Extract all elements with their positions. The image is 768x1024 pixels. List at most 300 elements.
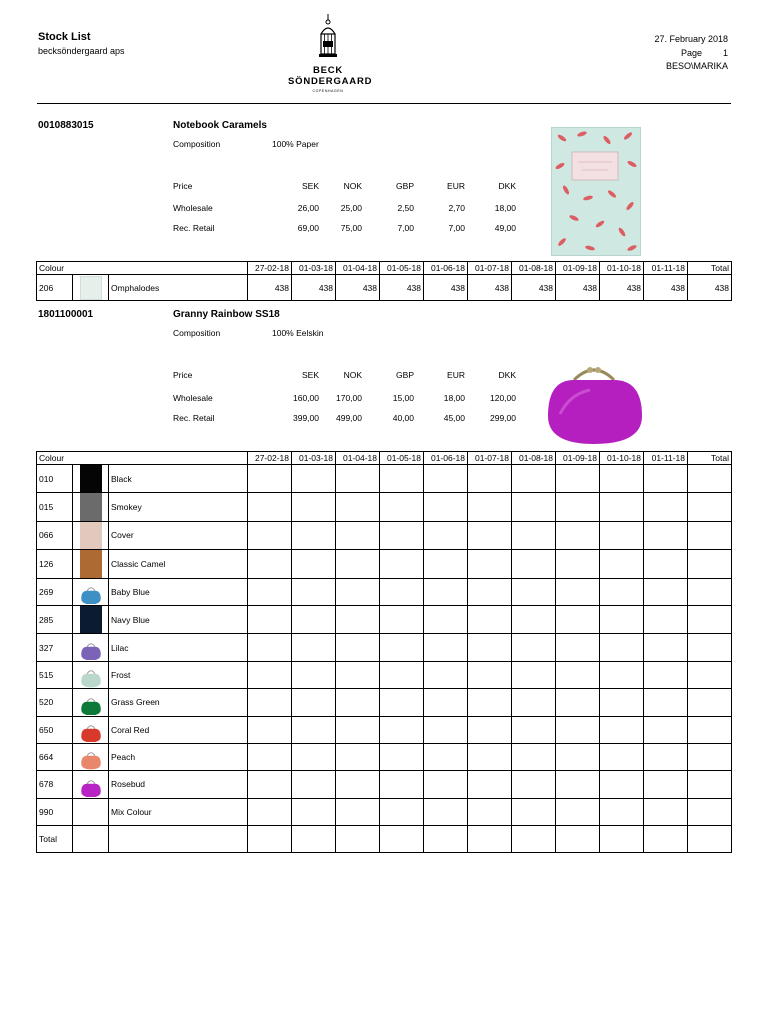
product-number: 0010883015 <box>38 120 94 131</box>
currency-header: NOK <box>343 370 362 380</box>
colour-name: Rosebud <box>109 771 248 798</box>
table-row <box>37 521 732 549</box>
quantity-cell: 438 <box>424 275 468 301</box>
quantity-cell <box>644 634 688 661</box>
currency-header: SEK <box>301 181 319 191</box>
quantity-cell <box>468 465 512 493</box>
quantity-cell: 438 <box>248 275 292 301</box>
wholesale-label: Wholesale <box>173 393 213 403</box>
quantity-cell <box>292 743 336 770</box>
date-column-header: 01-07-18 <box>468 262 512 275</box>
colour-name: Smokey <box>109 493 248 521</box>
quantity-cell <box>424 493 468 521</box>
quantity-cell: 438 <box>644 275 688 301</box>
row-total-cell <box>688 493 732 521</box>
date-column-header: 01-04-18 <box>336 262 380 275</box>
quantity-cell <box>600 605 644 633</box>
quantity-cell <box>600 634 644 661</box>
colour-swatch-cell <box>73 275 109 301</box>
date-column-header: 01-11-18 <box>644 262 688 275</box>
quantity-cell <box>644 521 688 549</box>
table-row <box>37 798 732 825</box>
table-row <box>37 493 732 521</box>
quantity-cell <box>556 743 600 770</box>
quantity-cell <box>512 550 556 578</box>
colour-code: 990 <box>37 798 73 825</box>
rec-retail-price: 40,00 <box>392 413 414 423</box>
row-total-cell <box>688 798 732 825</box>
quantity-cell <box>556 578 600 605</box>
colour-name: Cover <box>109 521 248 549</box>
quantity-cell <box>336 661 380 688</box>
quantity-cell: 438 <box>336 275 380 301</box>
total-column-header: Total <box>688 262 732 275</box>
wholesale-price: 2,50 <box>397 203 414 213</box>
quantity-cell <box>336 771 380 798</box>
wholesale-label: Wholesale <box>173 203 213 213</box>
quantity-cell: 438 <box>468 275 512 301</box>
quantity-cell <box>512 493 556 521</box>
quantity-cell <box>468 634 512 661</box>
wholesale-price: 18,00 <box>443 393 465 403</box>
total-row-cell <box>248 826 292 853</box>
date-column-header: 01-03-18 <box>292 262 336 275</box>
row-total-cell <box>688 689 732 716</box>
quantity-cell <box>336 689 380 716</box>
total-row-cell <box>600 826 644 853</box>
rec-retail-price: 299,00 <box>490 413 516 423</box>
quantity-cell <box>556 634 600 661</box>
quantity-cell <box>424 465 468 493</box>
quantity-cell <box>468 605 512 633</box>
colour-code: 066 <box>37 521 73 549</box>
purse-swatch-icon <box>79 690 103 715</box>
quantity-cell <box>512 521 556 549</box>
quantity-cell <box>336 521 380 549</box>
quantity-cell <box>380 716 424 743</box>
currency-header: SEK <box>301 370 319 380</box>
table-row <box>37 605 732 633</box>
quantity-cell <box>424 716 468 743</box>
colour-swatch-cell <box>73 578 109 605</box>
quantity-cell <box>336 716 380 743</box>
quantity-cell: 438 <box>556 275 600 301</box>
table-row <box>37 275 732 301</box>
quantity-cell <box>468 550 512 578</box>
quantity-cell <box>248 465 292 493</box>
page-indicator <box>654 47 728 61</box>
quantity-cell <box>336 605 380 633</box>
quantity-cell <box>380 689 424 716</box>
wholesale-price: 2,70 <box>448 203 465 213</box>
quantity-cell <box>424 743 468 770</box>
quantity-cell <box>556 605 600 633</box>
quantity-cell <box>336 634 380 661</box>
colour-name: Classic Camel <box>109 550 248 578</box>
total-row-cell <box>292 826 336 853</box>
colour-swatch <box>80 522 102 549</box>
wholesale-price: 25,00 <box>340 203 362 213</box>
date-column-header: 27-02-18 <box>248 452 292 465</box>
rec-retail-price: 49,00 <box>494 223 516 233</box>
quantity-cell <box>424 689 468 716</box>
notebook-thumbnail-icon <box>80 276 102 300</box>
quantity-cell <box>424 521 468 549</box>
quantity-cell <box>600 743 644 770</box>
quantity-cell <box>248 634 292 661</box>
quantity-cell <box>512 716 556 743</box>
quantity-cell <box>468 798 512 825</box>
table-row <box>37 661 732 688</box>
quantity-cell <box>644 550 688 578</box>
table-header-row <box>37 262 732 275</box>
row-total-cell <box>688 716 732 743</box>
quantity-cell <box>468 689 512 716</box>
colour-swatch <box>80 465 102 492</box>
quantity-cell <box>556 798 600 825</box>
table-row <box>37 550 732 578</box>
logo-text-copenhagen: COPENHAGEN <box>312 89 344 93</box>
quantity-cell <box>512 465 556 493</box>
purse-image <box>540 364 648 446</box>
rec-retail-price: 75,00 <box>340 223 362 233</box>
rec-retail-price: 399,00 <box>293 413 319 423</box>
colour-code: 650 <box>37 716 73 743</box>
quantity-cell <box>468 743 512 770</box>
colour-swatch-cell <box>73 689 109 716</box>
date-column-header: 01-10-18 <box>600 452 644 465</box>
quantity-cell <box>424 550 468 578</box>
product-name: Granny Rainbow SS18 <box>173 309 280 320</box>
table-row <box>37 578 732 605</box>
composition-value: 100% Eelskin <box>272 328 324 338</box>
quantity-cell <box>556 493 600 521</box>
colour-code: 126 <box>37 550 73 578</box>
purse-swatch-icon <box>79 717 103 742</box>
quantity-cell <box>292 493 336 521</box>
purse-swatch-icon <box>79 662 103 687</box>
quantity-cell <box>600 771 644 798</box>
logo-text-beck: BECK <box>312 65 344 76</box>
quantity-cell <box>380 743 424 770</box>
colour-swatch-cell <box>73 661 109 688</box>
quantity-cell <box>512 798 556 825</box>
date-column-header: 01-05-18 <box>380 262 424 275</box>
quantity-cell <box>336 578 380 605</box>
rec-retail-price: 7,00 <box>397 223 414 233</box>
row-total-cell <box>688 521 732 549</box>
quantity-cell <box>512 689 556 716</box>
colour-swatch-cell <box>73 634 109 661</box>
wholesale-price: 18,00 <box>494 203 516 213</box>
row-total-cell <box>688 743 732 770</box>
colour-code: 327 <box>37 634 73 661</box>
quantity-cell <box>292 689 336 716</box>
quantity-cell <box>600 521 644 549</box>
date-column-header: 27-02-18 <box>248 262 292 275</box>
quantity-cell <box>644 689 688 716</box>
quantity-cell <box>468 716 512 743</box>
quantity-cell <box>556 521 600 549</box>
row-total-cell <box>688 661 732 688</box>
quantity-cell <box>292 550 336 578</box>
quantity-cell <box>292 605 336 633</box>
quantity-cell <box>248 605 292 633</box>
colour-code: 520 <box>37 689 73 716</box>
date-column-header: 01-09-18 <box>556 452 600 465</box>
quantity-cell <box>600 493 644 521</box>
total-row-cell <box>644 826 688 853</box>
quantity-cell <box>292 771 336 798</box>
quantity-cell <box>380 605 424 633</box>
date-column-header: 01-09-18 <box>556 262 600 275</box>
quantity-cell <box>248 771 292 798</box>
quantity-cell: 438 <box>380 275 424 301</box>
quantity-cell <box>380 771 424 798</box>
quantity-cell <box>248 661 292 688</box>
row-total-cell <box>688 634 732 661</box>
colour-code: 206 <box>37 275 73 301</box>
report-meta <box>654 33 728 74</box>
currency-header: GBP <box>396 181 414 191</box>
quantity-cell <box>644 743 688 770</box>
wholesale-price: 26,00 <box>297 203 319 213</box>
colour-swatch-cell <box>73 550 109 578</box>
table-total-row <box>37 826 732 853</box>
colour-code: 285 <box>37 605 73 633</box>
quantity-cell <box>556 465 600 493</box>
colour-swatch-cell <box>73 743 109 770</box>
date-column-header: 01-05-18 <box>380 452 424 465</box>
quantity-cell <box>600 550 644 578</box>
currency-header: NOK <box>343 181 362 191</box>
total-row-cell <box>512 826 556 853</box>
quantity-cell <box>512 578 556 605</box>
quantity-cell <box>336 465 380 493</box>
product-stock-table <box>36 451 732 853</box>
quantity-cell <box>468 521 512 549</box>
quantity-cell <box>644 798 688 825</box>
report-date: 27. February 2018 <box>654 34 728 44</box>
table-row <box>37 689 732 716</box>
quantity-cell <box>380 521 424 549</box>
quantity-cell <box>248 716 292 743</box>
quantity-cell <box>292 634 336 661</box>
colour-swatch-cell <box>73 493 109 521</box>
total-row-label: Total <box>37 826 73 853</box>
composition-label: Composition <box>173 328 221 338</box>
quantity-cell <box>644 465 688 493</box>
colour-swatch <box>80 493 102 520</box>
colour-swatch-cell <box>73 716 109 743</box>
rec-retail-label: Rec. Retail <box>173 223 215 233</box>
quantity-cell <box>556 550 600 578</box>
price-label: Price <box>173 370 193 380</box>
quantity-cell <box>380 578 424 605</box>
total-row-cell <box>73 826 109 853</box>
total-row-cell <box>109 826 248 853</box>
currency-header: EUR <box>447 181 465 191</box>
quantity-cell <box>600 798 644 825</box>
row-total-cell: 438 <box>688 275 732 301</box>
quantity-cell <box>556 661 600 688</box>
wholesale-price: 120,00 <box>490 393 516 403</box>
quantity-cell <box>380 798 424 825</box>
purse-swatch-icon <box>79 744 103 769</box>
colour-name: Coral Red <box>109 716 248 743</box>
table-row <box>37 634 732 661</box>
quantity-cell <box>644 771 688 798</box>
colour-code: 010 <box>37 465 73 493</box>
currency-header: DKK <box>498 181 516 191</box>
colour-code: 515 <box>37 661 73 688</box>
quantity-cell <box>556 689 600 716</box>
colour-swatch-cell <box>73 465 109 493</box>
price-label: Price <box>173 181 193 191</box>
quantity-cell <box>512 634 556 661</box>
quantity-cell <box>380 550 424 578</box>
quantity-cell <box>248 689 292 716</box>
report-user: BESO\MARIKA <box>665 61 728 71</box>
colour-swatch-cell <box>73 771 109 798</box>
date-column-header: 01-11-18 <box>644 452 688 465</box>
quantity-cell <box>424 605 468 633</box>
colour-swatch <box>80 550 102 577</box>
date-column-header: 01-06-18 <box>424 452 468 465</box>
quantity-cell <box>424 661 468 688</box>
purse-swatch-icon <box>79 772 103 797</box>
quantity-cell <box>644 661 688 688</box>
page-number: 1 <box>722 47 728 58</box>
currency-header: EUR <box>447 370 465 380</box>
colour-code: 678 <box>37 771 73 798</box>
total-row-cell <box>688 826 732 853</box>
colour-name: Navy Blue <box>109 605 248 633</box>
total-row-cell <box>380 826 424 853</box>
quantity-cell <box>292 521 336 549</box>
quantity-cell <box>468 661 512 688</box>
quantity-cell <box>512 771 556 798</box>
colour-name: Baby Blue <box>109 578 248 605</box>
wholesale-price: 170,00 <box>336 393 362 403</box>
composition-label: Composition <box>173 139 221 149</box>
birdcage-icon <box>316 14 340 60</box>
row-total-cell <box>688 578 732 605</box>
quantity-cell <box>380 493 424 521</box>
quantity-cell <box>644 605 688 633</box>
quantity-cell <box>248 578 292 605</box>
quantity-cell <box>424 578 468 605</box>
quantity-cell <box>380 465 424 493</box>
rec-retail-price: 45,00 <box>443 413 465 423</box>
quantity-cell: 438 <box>512 275 556 301</box>
quantity-cell <box>644 493 688 521</box>
colour-name: Mix Colour <box>109 798 248 825</box>
date-column-header: 01-10-18 <box>600 262 644 275</box>
quantity-cell <box>336 493 380 521</box>
report-title: Stock List <box>38 31 91 43</box>
quantity-cell <box>292 578 336 605</box>
brand-logo <box>288 14 373 104</box>
quantity-cell <box>424 634 468 661</box>
quantity-cell <box>600 465 644 493</box>
table-row <box>37 465 732 493</box>
quantity-cell <box>600 661 644 688</box>
total-column-header: Total <box>688 452 732 465</box>
quantity-cell <box>424 798 468 825</box>
wholesale-price: 15,00 <box>392 393 414 403</box>
total-row-cell <box>424 826 468 853</box>
colour-code: 015 <box>37 493 73 521</box>
colour-swatch-cell <box>73 521 109 549</box>
quantity-cell <box>556 771 600 798</box>
purse-swatch-icon <box>79 579 103 604</box>
colour-code: 664 <box>37 743 73 770</box>
rec-retail-price: 499,00 <box>336 413 362 423</box>
rec-retail-price: 69,00 <box>297 223 319 233</box>
quantity-cell <box>380 661 424 688</box>
colour-column-header: Colour <box>37 452 248 465</box>
quantity-cell <box>600 689 644 716</box>
row-total-cell <box>688 771 732 798</box>
quantity-cell <box>248 521 292 549</box>
table-row <box>37 771 732 798</box>
total-row-cell <box>556 826 600 853</box>
quantity-cell <box>248 743 292 770</box>
colour-name: Black <box>109 465 248 493</box>
quantity-cell <box>512 605 556 633</box>
quantity-cell: 438 <box>292 275 336 301</box>
date-column-header: 01-07-18 <box>468 452 512 465</box>
quantity-cell <box>380 634 424 661</box>
date-column-header: 01-03-18 <box>292 452 336 465</box>
quantity-cell <box>292 716 336 743</box>
quantity-cell: 438 <box>600 275 644 301</box>
colour-name: Peach <box>109 743 248 770</box>
quantity-cell <box>336 798 380 825</box>
quantity-cell <box>424 771 468 798</box>
rec-retail-price: 7,00 <box>448 223 465 233</box>
quantity-cell <box>292 465 336 493</box>
quantity-cell <box>336 550 380 578</box>
quantity-cell <box>600 578 644 605</box>
quantity-cell <box>292 798 336 825</box>
company-name: becksöndergaard aps <box>38 46 125 56</box>
date-column-header: 01-06-18 <box>424 262 468 275</box>
purse-swatch-icon <box>79 635 103 660</box>
quantity-cell <box>512 661 556 688</box>
colour-code: 269 <box>37 578 73 605</box>
colour-name: Lilac <box>109 634 248 661</box>
product-name: Notebook Caramels <box>173 120 267 131</box>
colour-name: Omphalodes <box>109 275 248 301</box>
quantity-cell <box>512 743 556 770</box>
quantity-cell <box>292 661 336 688</box>
colour-swatch-cell <box>73 798 109 825</box>
date-column-header: 01-04-18 <box>336 452 380 465</box>
colour-name: Grass Green <box>109 689 248 716</box>
quantity-cell <box>468 771 512 798</box>
quantity-cell <box>468 578 512 605</box>
row-total-cell <box>688 605 732 633</box>
product-stock-table <box>36 261 732 301</box>
total-row-cell <box>468 826 512 853</box>
header-divider <box>37 103 731 104</box>
quantity-cell <box>248 493 292 521</box>
colour-swatch-cell <box>73 605 109 633</box>
quantity-cell <box>600 716 644 743</box>
product-number: 1801100001 <box>38 309 94 320</box>
